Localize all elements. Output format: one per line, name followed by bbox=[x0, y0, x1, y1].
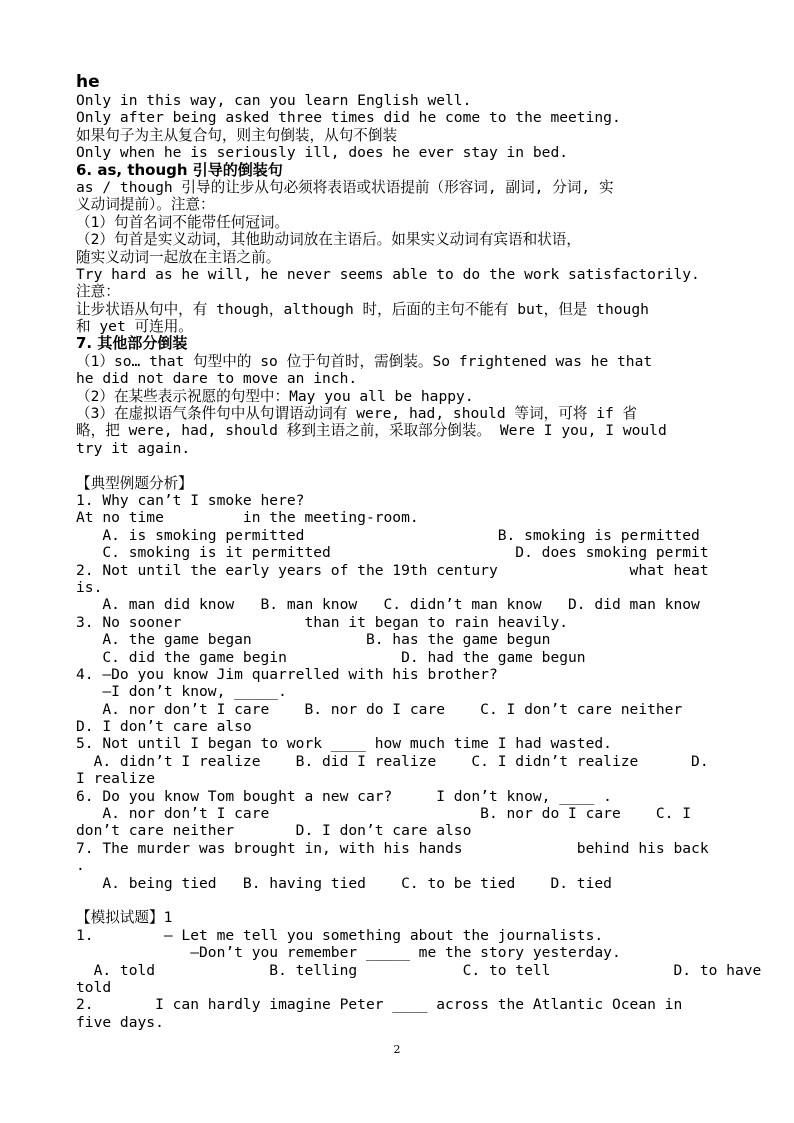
text-line: A. being tied B. having tied C. to be tied D. tied bbox=[76, 874, 612, 892]
text-line: —I don’t know, _____. bbox=[76, 683, 287, 701]
text-line: . bbox=[76, 857, 85, 875]
text-line: told bbox=[76, 978, 112, 996]
text-line: A. the game began B. has the game begun bbox=[76, 631, 551, 649]
text-line: C. smoking is it permitted D. does smoking permit bbox=[76, 544, 709, 562]
text-line: 义动词提前）。注意： bbox=[76, 196, 215, 214]
text-line: 和 yet 可连用。 bbox=[76, 318, 193, 336]
text-line: 1. — Let me tell you something about the journalists. bbox=[76, 926, 604, 944]
text-line: is. bbox=[76, 578, 103, 596]
text-line: 5. Not until I began to work ____ how much time I had wasted. bbox=[76, 735, 612, 753]
text-line: A. is smoking permitted B. smoking is permitted bbox=[76, 526, 700, 544]
text-line: （2）句首是实义动词，其他助动词放在主语后。如果实义动词有宾语和状语， bbox=[76, 231, 581, 249]
blank-line bbox=[76, 892, 760, 909]
section-heading: 6. as, though 引导的倒装句 bbox=[76, 160, 283, 179]
text-line: Try hard as he will, he never seems able to do the work satisfactorily. bbox=[76, 265, 700, 283]
blank-line bbox=[76, 457, 760, 474]
text-line: 随实义动词一起放在主语之前。 bbox=[76, 248, 281, 266]
text-line: he did not dare to move an inch. bbox=[76, 370, 358, 388]
text-line: At no time in the meeting-room. bbox=[76, 509, 419, 527]
text-line: （3）在虚拟语气条件句中从句谓语动词有 were, had, should 等词，可将 if 省 bbox=[76, 405, 638, 423]
text-line: 4. —Do you know Jim quarrelled with his brother? bbox=[76, 665, 498, 683]
text-line: 1. Why can’t I smoke here? bbox=[76, 491, 305, 509]
text-line: Only in this way, can you learn English well. bbox=[76, 92, 472, 109]
text-line: 让步状语从句中，有 though，although 时，后面的主句不能有 but，但是 though bbox=[76, 300, 649, 318]
text-line: A. didn’t I realize B. did I realize C. I didn’t realize D. bbox=[76, 752, 709, 770]
text-line: 略，把 were, had, should 移到主语之前，采取部分倒装。 Were I you, I would bbox=[76, 422, 667, 440]
text-line: try it again. bbox=[76, 439, 191, 457]
text-line: don’t care neither D. I don’t care also bbox=[76, 822, 472, 840]
text-line: 2. I can hardly imagine Peter ____ across the Atlantic Ocean in bbox=[76, 996, 683, 1014]
text-line: 6. Do you know Tom bought a new car? I don’t know, ____ . bbox=[76, 787, 612, 805]
text-line: 3. No sooner than it began to rain heavily. bbox=[76, 613, 569, 631]
text-line: as / though 引导的让步从句必须将表语或状语提前（形容词, 副词, 分词, 实 bbox=[76, 178, 614, 196]
text-line: 【模拟试题】1 bbox=[76, 909, 173, 927]
page-number: 2 bbox=[393, 1043, 401, 1056]
text-line: A. nor don’t I care B. nor do I care C. I bbox=[76, 805, 692, 823]
text-line: 【典型例题分析】 bbox=[76, 474, 193, 492]
text-line: 7. The murder was brought in, with his hands behind his back bbox=[76, 839, 709, 857]
section-heading: 7. 其他部分倒装 bbox=[76, 334, 188, 353]
text-line: 如果句子为主从复合句，则主句倒装，从句不倒装 bbox=[76, 126, 398, 144]
text-line: D. I don’t care also bbox=[76, 718, 252, 736]
text-line: Only when he is seriously ill, does he ever stay in bed. bbox=[76, 144, 569, 162]
text-line: A. told B. telling C. to tell D. to have bbox=[76, 961, 762, 979]
text-line: A. man did know B. man know C. didn’t man know D. did man know bbox=[76, 596, 700, 614]
text-line: C. did the game begin D. had the game begun bbox=[76, 648, 586, 666]
text-line: （2）在某些表示祝愿的句型中：May you all be happy. bbox=[76, 387, 474, 405]
text-line: A. nor don’t I care B. nor do I care C. I don’t care neither bbox=[76, 700, 683, 718]
section-heading: he bbox=[76, 72, 100, 92]
text-line: 2. Not until the early years of the 19th century what heat bbox=[76, 561, 709, 579]
text-line: 注意： bbox=[76, 283, 120, 301]
text-line: Only after being asked three times did he come to the meeting. bbox=[76, 109, 621, 127]
document-body bbox=[76, 72, 760, 1031]
text-line: I realize bbox=[76, 770, 156, 788]
text-line: （1）so… that 句型中的 so 位于句首时，需倒装。So frightened was he that bbox=[76, 352, 653, 370]
text-line: （1）句首名词不能带任何冠词。 bbox=[76, 213, 290, 231]
text-line: —Don’t you remember _____ me the story yesterday. bbox=[76, 944, 621, 962]
text-line: five days. bbox=[76, 1013, 164, 1031]
